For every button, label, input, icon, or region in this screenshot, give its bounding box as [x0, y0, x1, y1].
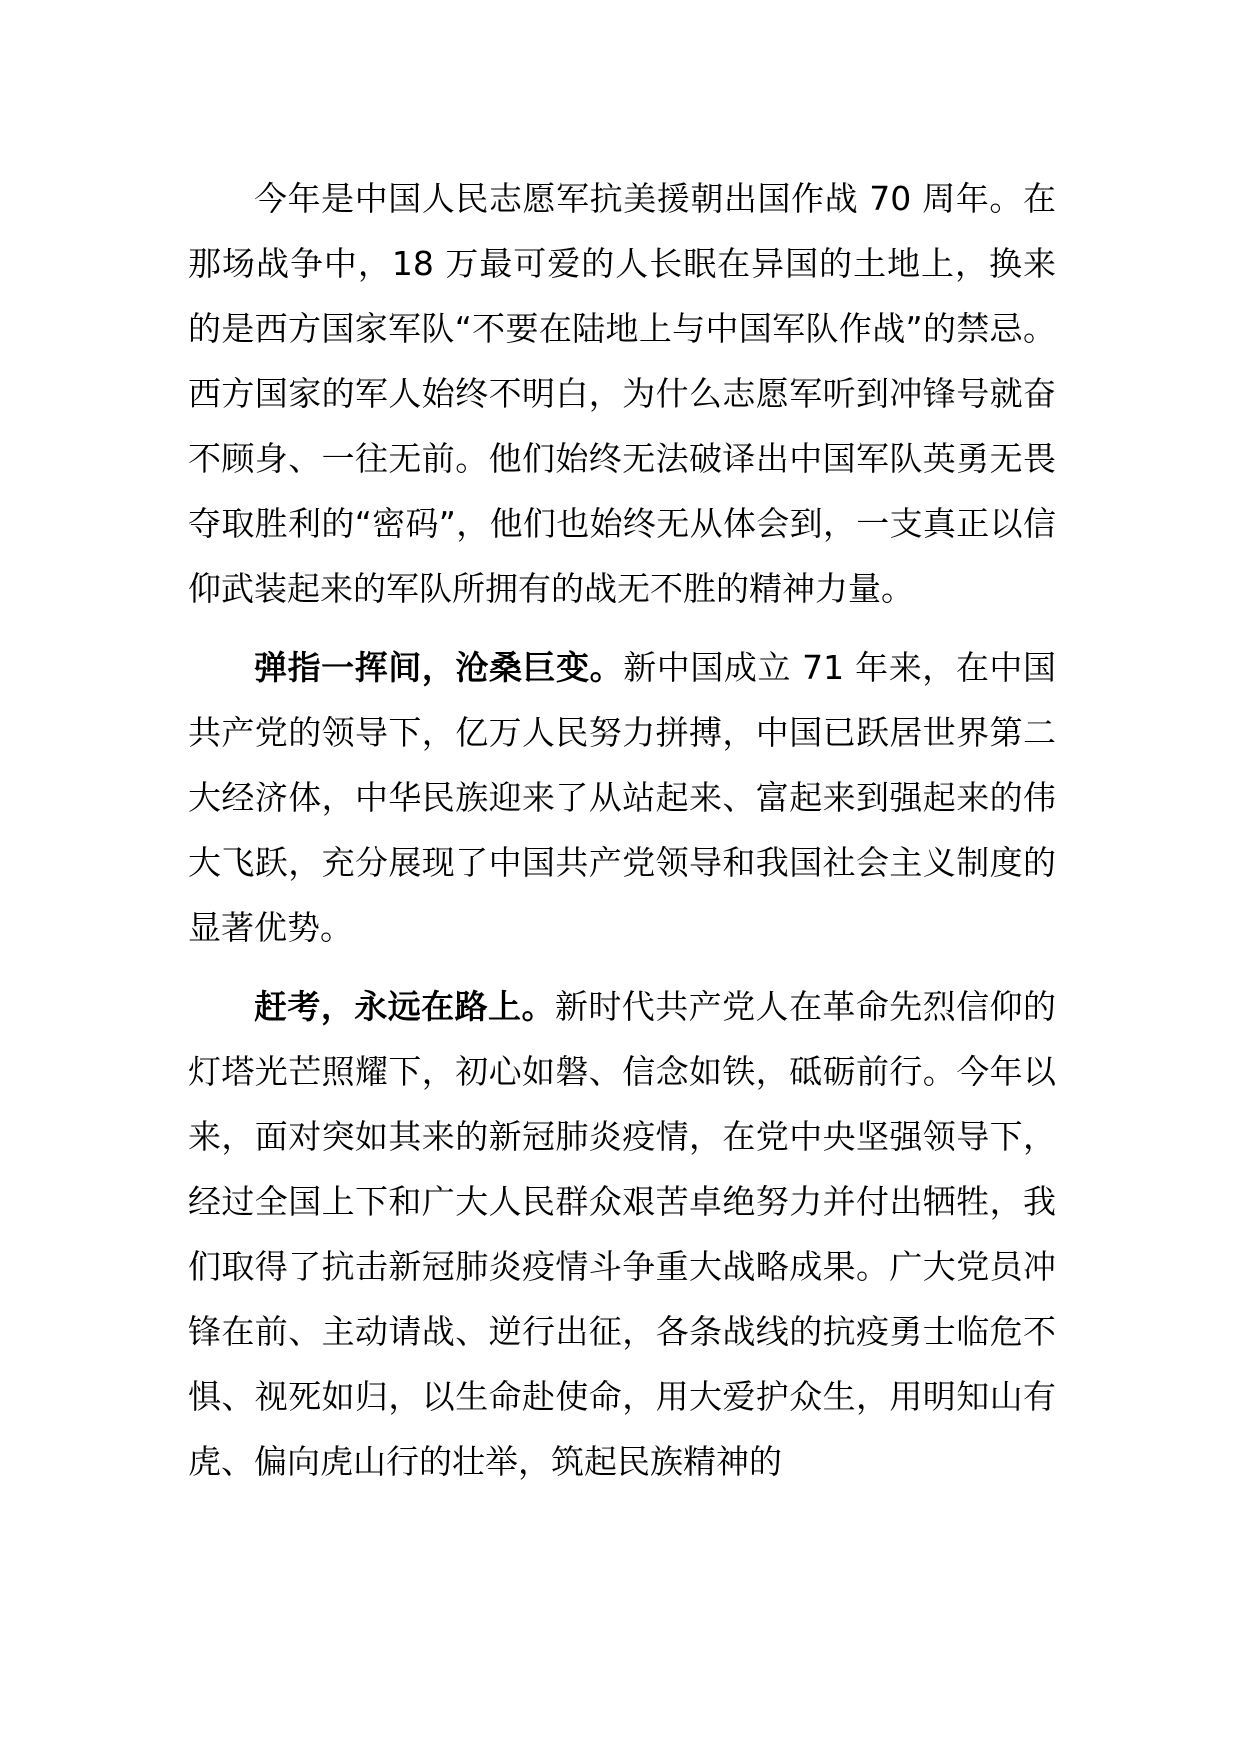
paragraph-2	[188, 635, 1056, 960]
paragraph-3-lead: 赶考，永远在路上。	[254, 987, 555, 1026]
paragraph-3	[188, 974, 1056, 1494]
paragraph-2-text: 新中国成立 71 年来，在中国共产党的领导下，亿万人民努力拼搏，中国已跃居世界第二大经济体，中华民族迎来了从站起来、富起来到强起来的伟大飞跃，充分展现了中国共产党领导和我国社会主义制度的显著优势。	[188, 648, 1056, 947]
paragraph-3-text: 新时代共产党人在革命先烈信仰的灯塔光芒照耀下，初心如磐、信念如铁，砥砺前行。今年以来，面对突如其来的新冠肺炎疫情，在党中央坚强领导下，经过全国上下和广大人民群众艰苦卓绝努力并付出牺牲，我们取得了抗击新冠肺炎疫情斗争重大战略成果。广大党员冲锋在前、主动请战、逆行出征，各条战线的抗疫勇士临危不惧、视死如归，以生命赴使命，用大爱护众生，用明知山有虎、偏向虎山行的壮举，筑起民族精神的	[188, 987, 1057, 1481]
paragraph-2-lead: 弹指一挥间，沧桑巨变。	[254, 648, 624, 687]
document-body	[188, 166, 1056, 1494]
paragraph-1	[188, 166, 1056, 621]
paragraph-1-text: 今年是中国人民志愿军抗美援朝出国作战 70 周年。在那场战争中，18 万最可爱的人长眠在异国的土地上，换来的是西方国家军队“不要在陆地上与中国军队作战”的禁忌。西方国家的军人始终不明白，为什么志愿军听到冲锋号就奋不顾身、一往无前。他们始终无法破译出中国军队英勇无畏夺取胜利的“密码”，他们也始终无从体会到，一支真正以信仰武装起来的军队所拥有的战无不胜的精神力量。	[188, 179, 1056, 608]
